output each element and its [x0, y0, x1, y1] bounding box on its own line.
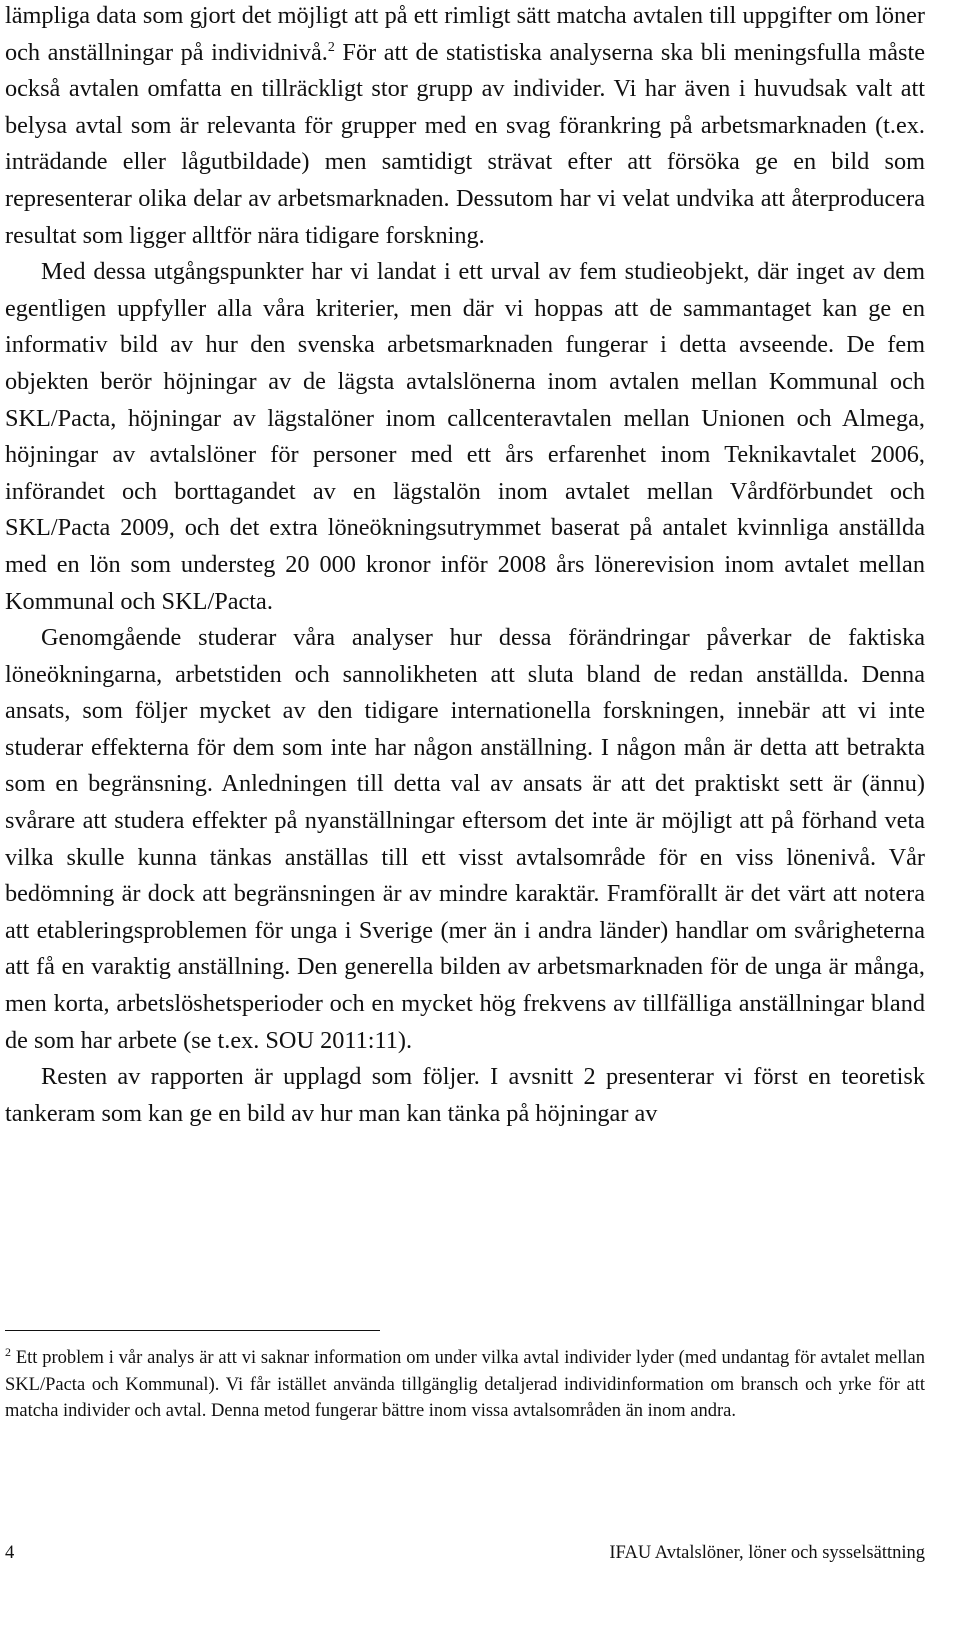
footnote-divider — [5, 1330, 380, 1331]
paragraph-1-text-a: lämpliga data som gjort det möjligt att på ett rimligt sätt matcha avtalen till uppgifter om löner och anställningar på individnivå. — [5, 2, 925, 66]
paragraph-2: Med dessa utgångspunkter har vi landat i ett urval av fem studieobjekt, där inget av dem egentligen uppfyller alla våra kriterier, men där vi hoppas att de sammantaget kan ge en informativ bild av hur den svenska arbetsmarknaden fungerar i detta avseende. De fem objekten berör höjningar av de lägsta avtalslönerna inom avtalen mellan Kommunal och SKL/Pacta, höjningar av lägstalöner inom callcenteravtalen mellan Unionen och Almega, höjningar av avtalslöner för personer med ett års erfarenhet inom Teknikavtalet 2006, införandet och borttagandet av en lägstalön inom avtalet mellan Vårdförbundet och SKL/Pacta 2009, och det extra löneökningsutrymmet baserat på antalet kvinnliga anställda med en lön som understeg 20 000 kronor inför 2008 års lönerevision inom avtalet mellan Kommunal och SKL/Pacta. — [5, 258, 925, 615]
paragraph-1-text-b: För att de statistiska analyserna ska bli meningsfulla måste också avtalen omfatta en tillräckligt stor grupp av individer. Vi har även i huvudsak valt att belysa avtal som är relevanta för grupper med en svag förankring på arbetsmarknaden (t.ex. inträdande eller lågutbildade) men samtidigt strävat efter att försöka ge en bild som representerar olika delar av arbetsmarknaden. Dessutom har vi velat undvika att återproducera resultat som ligger alltför nära tidigare forskning. — [5, 38, 926, 249]
footnote-reference[interactable]: 2 — [327, 39, 335, 55]
paragraph-1 — [5, 0, 925, 254]
page-body — [5, 0, 925, 1132]
page-number: 4 — [5, 1543, 15, 1563]
paragraph-4: Resten av rapporten är upplagd som följer. I avsnitt 2 presenterar vi först en teoretisk tankeram som kan ge en bild av hur man kan tänka på höjningar av — [5, 1063, 925, 1127]
footnote — [5, 1345, 925, 1425]
footnote-marker: 2 — [5, 1344, 11, 1359]
running-title: IFAU Avtalslöner, löner och sysselsättning — [609, 1543, 925, 1563]
footnote-text: Ett problem i vår analys är att vi saknar information om under vilka avtal individer lyder (med undantag för avtalet mellan SKL/Pacta och Kommunal). Vi får istället använda tillgänglig detaljerad individinformation om bransch och yrke för att matcha individer och avtal. Denna metod fungerar bättre inom vissa avtalsområden än inom andra. — [5, 1348, 925, 1422]
paragraph-3: Genomgående studerar våra analyser hur dessa förändringar påverkar de faktiska löneökningarna, arbetstiden och sannolikheten att sluta bland de redan anställda. Denna ansats, som följer mycket av den tidigare internationella forskningen, innebär att vi inte studerar effekterna för dem som inte har någon anställning. I någon mån är detta att betrakta som en begränsning. Anledningen till detta val av ansats är att det praktiskt sett är (ännu) svårare att studera effekter på nyanställningar eftersom det inte är möjligt att på förhand veta vilka skulle kunna tänkas anställas till ett visst avtalsområde för en viss lönenivå. Vår bedömning är dock att begränsningen är av mindre karaktär. Framförallt är det värt att notera att etableringsproblemen för unga i Sverige (mer än i andra länder) handlar om svårigheterna att få en varaktig anställning. Den generella bilden av arbetsmarknaden för de unga är många, men korta, arbetslöshetsperioder och en mycket hög frekvens av tillfälliga anställningar bland de som har arbete (se t.ex. SOU 2011:11). — [5, 624, 925, 1054]
